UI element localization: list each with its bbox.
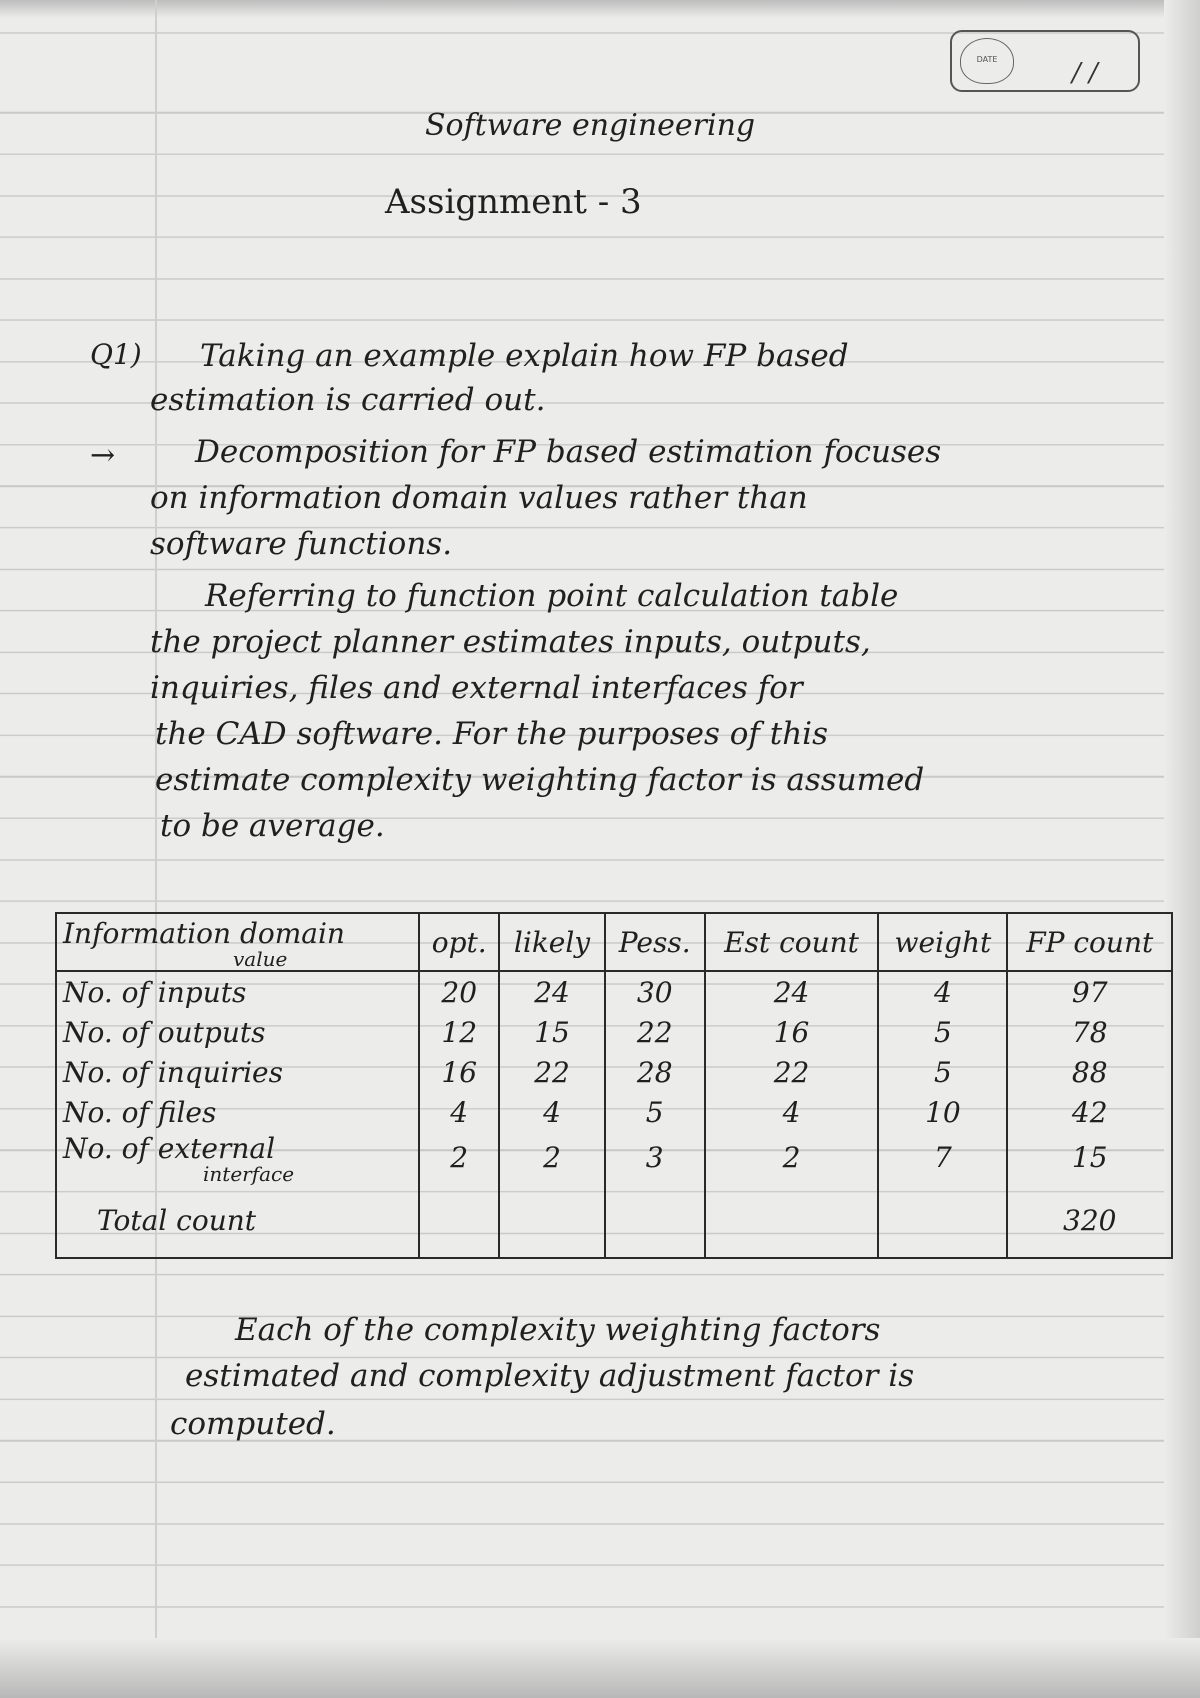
answer-p3-line-2: estimated and complexity adjustment factor is [185,1358,915,1394]
cell-pess: 22 [605,1012,705,1052]
row-label: No. of inputs [56,971,419,1012]
cell-pess: 3 [605,1132,705,1183]
cell-weight: 7 [878,1132,1007,1183]
row-label: No. of outputs [56,1012,419,1052]
header-pess: Pess. [605,913,705,971]
table-total-row [56,1183,1172,1258]
cell-opt: 4 [419,1092,499,1132]
cell-likely: 24 [499,971,604,1012]
header-est-count: Est count [705,913,879,971]
cell-fp: 88 [1007,1052,1172,1092]
cell-likely: 4 [499,1092,604,1132]
cell-pess: 30 [605,971,705,1012]
answer-p1-line-2: on information domain values rather than [150,480,808,516]
table-row [56,1132,1172,1183]
cell-likely: 2 [499,1132,604,1183]
total-empty-cell [605,1183,705,1258]
row-label: No. of inquiries [56,1052,419,1092]
answer-p2-line-4: the CAD software. For the purposes of this [155,716,828,752]
header-information-domain [56,913,419,971]
date-value: / / [1072,58,1098,88]
cell-est: 24 [705,971,879,1012]
total-empty-cell [878,1183,1007,1258]
answer-p2-line-5: estimate complexity weighting factor is assumed [155,762,925,798]
date-label: DATE [976,55,998,64]
total-empty-cell [419,1183,499,1258]
table-row [56,971,1172,1012]
question-line-2: estimation is carried out. [150,382,546,418]
header-opt: opt. [419,913,499,971]
cell-opt: 12 [419,1012,499,1052]
cell-est: 4 [705,1092,879,1132]
answer-p3-line-3: computed. [170,1406,336,1442]
table-row [56,1012,1172,1052]
question-number: Q1) [90,338,142,371]
cell-weight: 5 [878,1012,1007,1052]
answer-p2-line-6: to be average. [160,808,385,844]
cell-opt: 2 [419,1132,499,1183]
cell-fp: 15 [1007,1132,1172,1183]
header-likely: likely [499,913,604,971]
total-label: Total count [56,1183,419,1258]
cell-pess: 5 [605,1092,705,1132]
subject-heading: Software engineering [425,108,756,143]
page-right-edge [1164,0,1200,1698]
table-header-row [56,913,1172,971]
header-information-domain-label: Information domain [63,916,345,950]
cell-pess: 28 [605,1052,705,1092]
answer-p1-line-1: Decomposition for FP based estimation focuses [195,434,942,470]
answer-p2-line-3: inquiries, files and external interfaces for [150,670,803,706]
cell-est: 2 [705,1132,879,1183]
cell-est: 22 [705,1052,879,1092]
cell-fp: 97 [1007,971,1172,1012]
answer-arrow-icon: → [90,438,116,473]
function-point-table [55,912,1173,1259]
cell-likely: 15 [499,1012,604,1052]
margin-line [155,0,157,1698]
cell-opt: 20 [419,971,499,1012]
answer-p1-line-3: software functions. [150,526,453,562]
cell-fp: 42 [1007,1092,1172,1132]
cell-fp: 78 [1007,1012,1172,1052]
question-line-1: Taking an example explain how FP based [200,338,849,374]
row-label: No. of files [56,1092,419,1132]
total-empty-cell [705,1183,879,1258]
page-top-edge [0,0,1200,18]
header-fp-count: FP count [1007,913,1172,971]
total-value: 320 [1007,1183,1172,1258]
table-row [56,1092,1172,1132]
cell-weight: 10 [878,1092,1007,1132]
answer-p2-line-1: Referring to function point calculation table [205,578,899,614]
answer-p2-line-2: the project planner estimates inputs, outputs, [150,624,871,660]
page-title: Assignment - 3 [385,182,642,222]
answer-p3-line-1: Each of the complexity weighting factors [235,1312,881,1348]
row-note: interface [203,1162,295,1186]
cell-weight: 5 [878,1052,1007,1092]
notebook-logo-icon [960,38,1014,84]
date-box [950,30,1140,92]
header-value-note: value [233,946,288,971]
header-weight: weight [878,913,1007,971]
table-row [56,1052,1172,1092]
page-bottom-edge [0,1638,1200,1698]
cell-weight: 4 [878,971,1007,1012]
cell-likely: 22 [499,1052,604,1092]
cell-est: 16 [705,1012,879,1052]
row-label: No. of external [63,1132,276,1165]
cell-opt: 16 [419,1052,499,1092]
total-empty-cell [499,1183,604,1258]
row-label-cell [56,1132,419,1186]
